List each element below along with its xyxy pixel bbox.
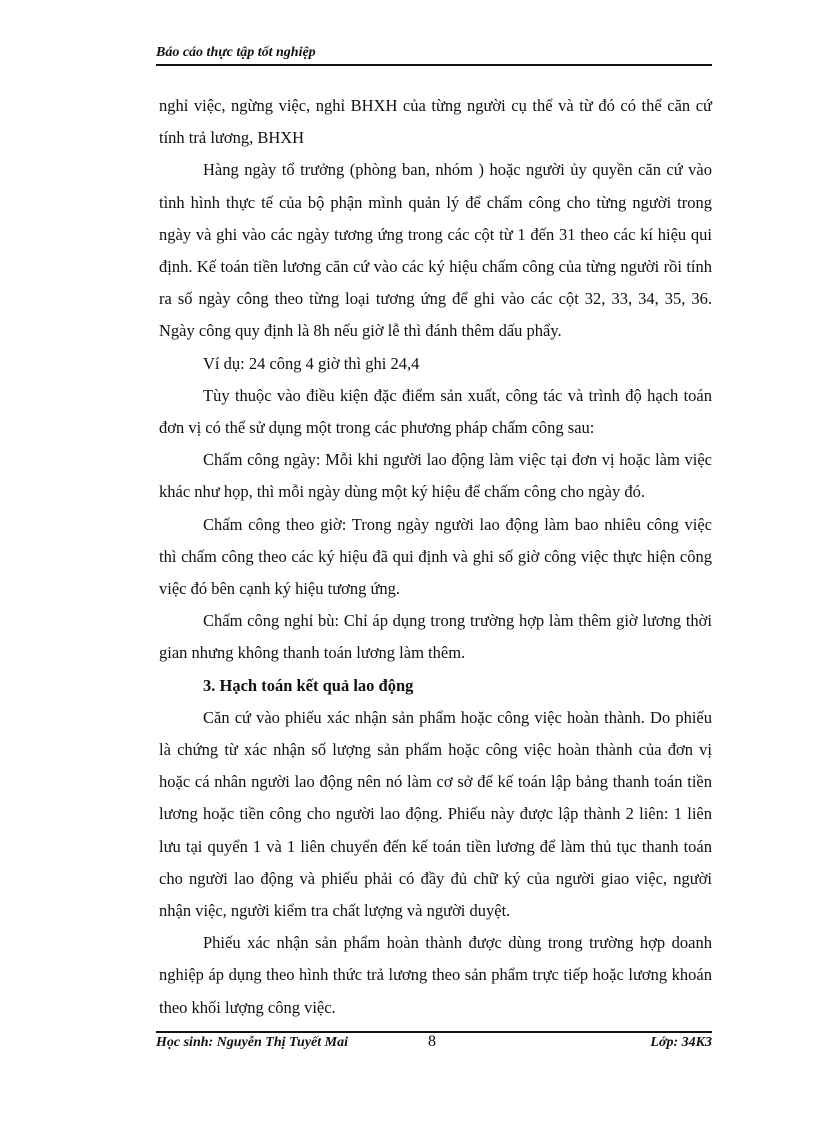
document-body: [159, 90, 712, 1024]
report-title: Báo cáo thực tập tốt nghiệp: [156, 45, 316, 60]
page-header: [156, 44, 712, 66]
paragraph: Ví dụ: 24 công 4 giờ thì ghi 24,4: [203, 353, 420, 373]
header-rule: [156, 64, 712, 66]
section-heading: 3. Hạch toán kết quả lao động: [203, 675, 414, 695]
page-number: 8: [428, 1033, 436, 1050]
paragraph: Chấm công theo giờ: Trong ngày người lao động làm bao nhiêu công việc thì chấm công theo các ký hiệu đã qui định và ghi số giờ công việc thực hiện công việc đó bên cạnh ký hiệu tương ứng.: [159, 514, 712, 599]
paragraph: Chấm công ngày: Mỗi khi người lao động làm việc tại đơn vị hoặc làm việc khác như họp, thì mỗi ngày dùng một ký hiệu để chấm công cho ngày đó.: [159, 450, 712, 502]
student-name: Học sinh: Nguyễn Thị Tuyết Mai: [156, 1035, 348, 1050]
paragraph: Phiếu xác nhận sản phẩm hoàn thành được dùng trong trường hợp doanh nghiệp áp dụng theo hình thức trả lương theo sản phẩm trực tiếp hoặc lương khoán theo khối lượng công việc.: [159, 933, 712, 1017]
class-label: Lớp: 34K3: [650, 1035, 712, 1050]
paragraph: Chấm công nghỉ bù: Chỉ áp dụng trong trường hợp làm thêm giờ lương thời gian nhưng không thanh toán lương làm thêm.: [159, 611, 712, 663]
paragraph: Hàng ngày tổ trưởng (phòng ban, nhóm ) hoặc người ủy quyền căn cứ vào tình hình thực tế của bộ phận mình quản lý để chấm công cho từng người trong ngày và ghi vào các ngày tương ứng trong các cột từ 1 đến 31 theo các kí hiệu qui định. Kế toán tiền lương căn cứ vào các ký hiệu chấm công của từng người rồi tính ra số ngày công theo từng loại tương ứng để ghi vào các cột 32, 33, 34, 35, 36. Ngày công quy định là 8h nếu giờ lễ thì đánh thêm dấu phẩy.: [159, 160, 712, 341]
paragraph: nghỉ việc, ngừng việc, nghỉ BHXH của từng người cụ thể và từ đó có thể căn cứ tính trả lương, BHXH: [159, 96, 712, 148]
paragraph: Căn cứ vào phiếu xác nhận sản phẩm hoặc công việc hoàn thành. Do phiếu là chứng từ xác nhận số lượng sản phẩm hoặc công việc hoàn thành của đơn vị hoặc cá nhân người lao động nên nó làm cơ sở để kế toán lập bảng thanh toán tiền lương hoặc tiền công cho người lao động. Phiếu này được lập thành 2 liên: 1 liên lưu tại quyển 1 và 1 liên chuyển đến kế toán tiền lương để làm thủ tục thanh toán cho người lao động và phiếu phải có đầy đủ chữ ký của người giao việc, người nhận việc, người kiểm tra chất lượng và người duyệt.: [159, 707, 712, 921]
page-footer: [156, 1031, 712, 1059]
paragraph: Tùy thuộc vào điều kiện đặc điểm sản xuất, công tác và trình độ hạch toán đơn vị có thể sử dụng một trong các phương pháp chấm công sau:: [159, 385, 712, 438]
